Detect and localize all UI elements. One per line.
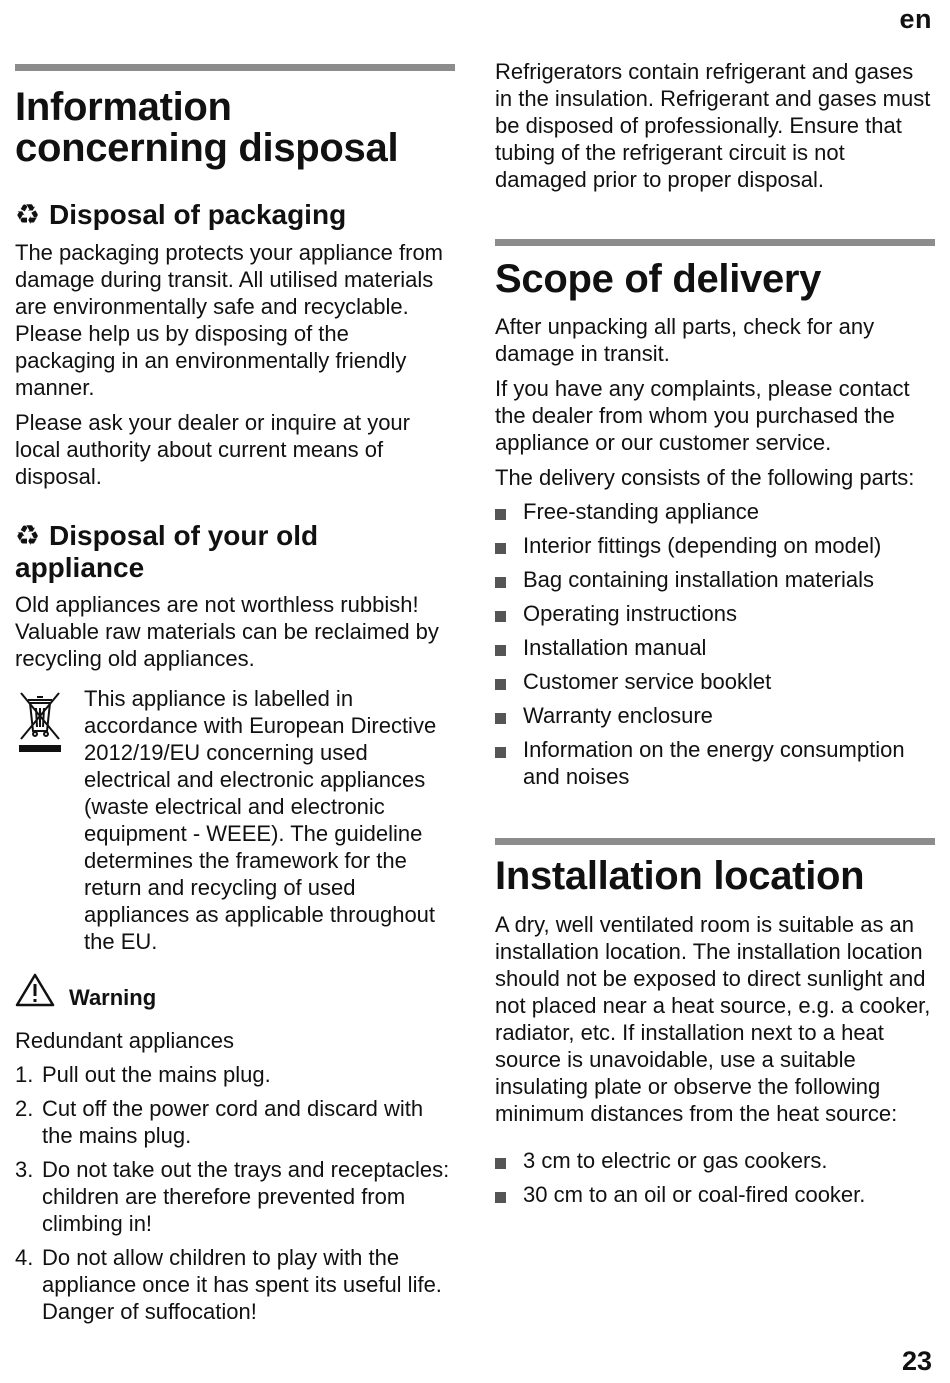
scope-para-1: After unpacking all parts, check for any damage in transit. (495, 314, 875, 366)
packaging-heading: ♻ Disposal of packaging (15, 199, 347, 230)
warning-label: Warning (69, 985, 157, 1010)
section-rule (495, 239, 935, 246)
installation-section (495, 838, 935, 1208)
scope-section (495, 239, 935, 790)
scope-para-2: If you have any complaints, please contact the dealer from whom you purchased the appliance or our customer service. (495, 376, 910, 455)
weee-notice (15, 685, 455, 955)
page-number: 23 (901, 1346, 932, 1376)
list-item: Installation manual (495, 634, 935, 661)
list-item: Operating instructions (495, 600, 935, 627)
recycle-icon: ♻ (15, 199, 41, 230)
old-appliance-heading: ♻ Disposal of your old appliance (15, 520, 319, 583)
list-item: Bag containing installation materials (495, 566, 935, 593)
scope-para-3: The delivery consists of the following parts: (495, 465, 915, 490)
list-item: 2. Cut off the power cord and discard with the mains plug. (15, 1096, 424, 1148)
warning-intro: Redundant appliances (15, 1028, 234, 1053)
packaging-para-1: The packaging protects your appliance from damage during transit. All utilised materials are environmentally safe and recyclable. Please help us by disposing of the packaging in an environmentally friendly manner. (15, 240, 444, 400)
list-item: Warranty enclosure (495, 702, 935, 729)
delivery-list (495, 498, 935, 790)
list-item: Free-standing appliance (495, 498, 935, 525)
left-column (15, 64, 455, 1325)
right-column (495, 58, 935, 1208)
section-rule (495, 838, 935, 845)
list-item: 3 cm to electric or gas cookers. (495, 1147, 935, 1174)
recycle-icon: ♻ (15, 520, 41, 551)
section-rule (15, 64, 455, 71)
disposal-title: Information concerning disposal (15, 85, 399, 170)
warning-steps (15, 1061, 455, 1325)
old-appliance-para: Old appliances are not worthless rubbish! Valuable raw materials can be reclaimed by recycling old appliances. (15, 592, 439, 671)
warning-header (15, 973, 455, 1010)
refrigerant-para: Refrigerators contain refrigerant and gases in the insulation. Refrigerant and gases must be disposed of professionally. Ensure that tubing of the refrigerant circuit is not damaged prior to proper disposal. (495, 59, 931, 192)
list-item: 4. Do not allow children to play with the appliance once it has spent its useful life. Danger of suffocation! (15, 1245, 442, 1324)
scope-title: Scope of delivery (495, 257, 822, 301)
distance-list (495, 1147, 935, 1208)
list-item: Interior fittings (depending on model) (495, 532, 935, 559)
language-code: en (899, 4, 932, 34)
list-item: Information on the energy consumption and noises (495, 736, 935, 790)
installation-para: A dry, well ventilated room is suitable as an installation location. The installation location should not be exposed to direct sunlight and not placed near a heat source, e.g. a cooker, radiator, etc. If installation next to a heat source is unavoidable, use a suitable insulating plate or observe the following minimum distances from the heat source: (495, 912, 931, 1126)
list-item: 1. Pull out the mains plug. (15, 1062, 271, 1087)
weee-text: This appliance is labelled in accordance with European Directive 2012/19/EU concerning used electrical and electronic appliances (waste electrical and electronic equipment - WEEE). The guideline determines the framework for the return and recycling of used appliances as applicable throughout the EU. (84, 686, 437, 954)
installation-title: Installation location (495, 854, 865, 898)
list-item: 3. Do not take out the trays and receptacles: children are therefore prevented from climbing in! (15, 1157, 450, 1236)
old-appliance-section (15, 520, 455, 955)
list-item: 30 cm to an oil or coal-fired cooker. (495, 1181, 935, 1208)
warning-triangle-icon (15, 973, 55, 1007)
list-item: Customer service booklet (495, 668, 935, 695)
crossed-bin-icon (15, 689, 65, 755)
packaging-para-2: Please ask your dealer or inquire at your local authority about current means of disposal. (15, 410, 410, 489)
packaging-section (15, 199, 455, 490)
